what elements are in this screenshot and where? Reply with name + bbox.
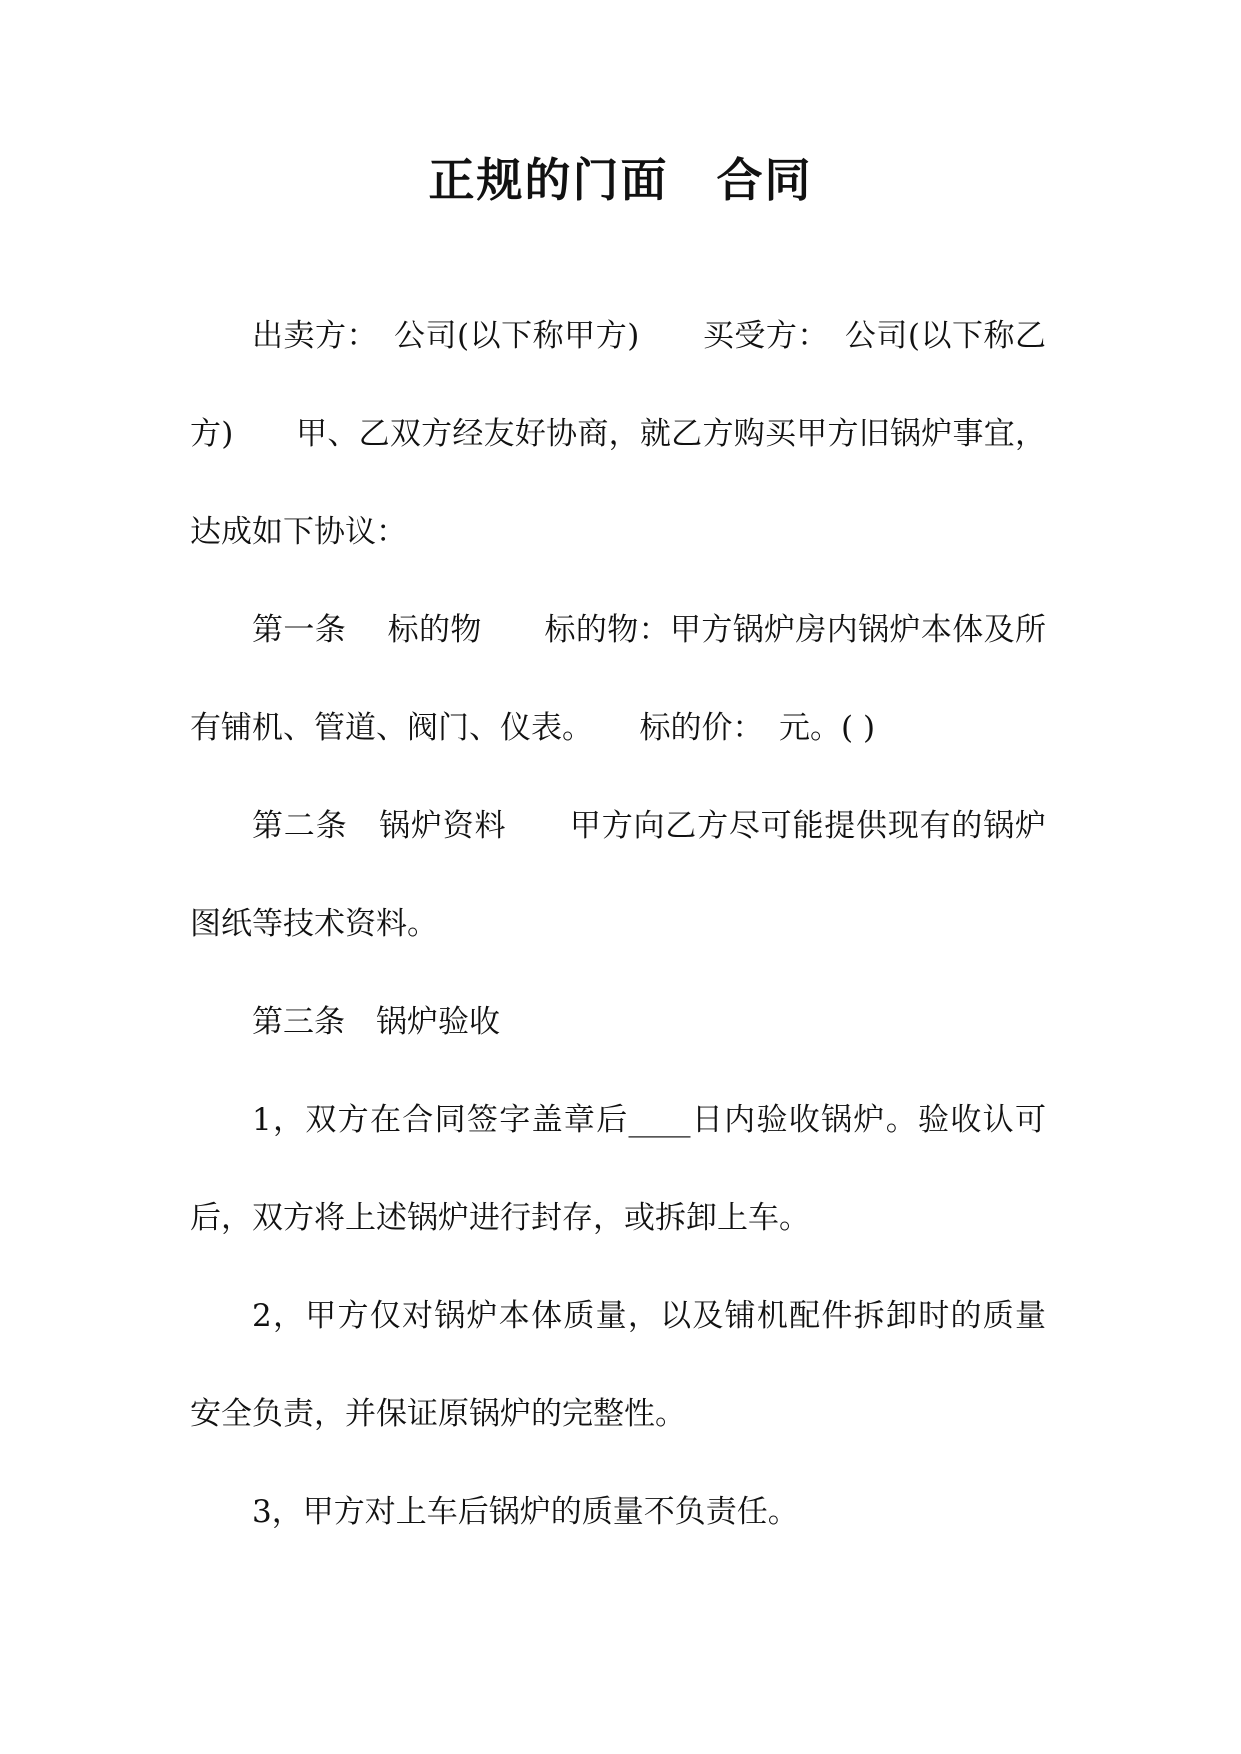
paragraph-clause-1: 1，双方在合同签字盖章后____日内验收锅炉。验收认可后，双方将上述锅炉进行封存，或拆卸上车。 — [190, 1102, 1046, 1236]
paragraph-parties: 出卖方： 公司(以下称甲方) 买受方： 公司(以下称乙方) 甲、乙双方经友好协商，就乙方购买甲方旧锅炉事宜，达成如下协议： — [190, 318, 1046, 550]
paragraph-clause-3: 3，甲方对上车后锅炉的质量不负责任。 — [252, 1494, 799, 1530]
paragraph-article-3-heading: 第三条 锅炉验收 — [252, 1004, 500, 1040]
document-body — [190, 287, 1046, 1561]
paragraph-clause-2: 2，甲方仅对锅炉本体质量，以及铺机配件拆卸时的质量安全负责，并保证原锅炉的完整性。 — [190, 1298, 1046, 1432]
paragraph-article-1: 第一条 标的物 标的物：甲方锅炉房内锅炉本体及所有铺机、管道、阀门、仪表。 标的价： 元。( ) — [190, 612, 1046, 746]
document-title: 正规的门面 合同 — [428, 153, 813, 207]
paragraph-article-2: 第二条 锅炉资料 甲方向乙方尽可能提供现有的锅炉图纸等技术资料。 — [190, 808, 1046, 942]
